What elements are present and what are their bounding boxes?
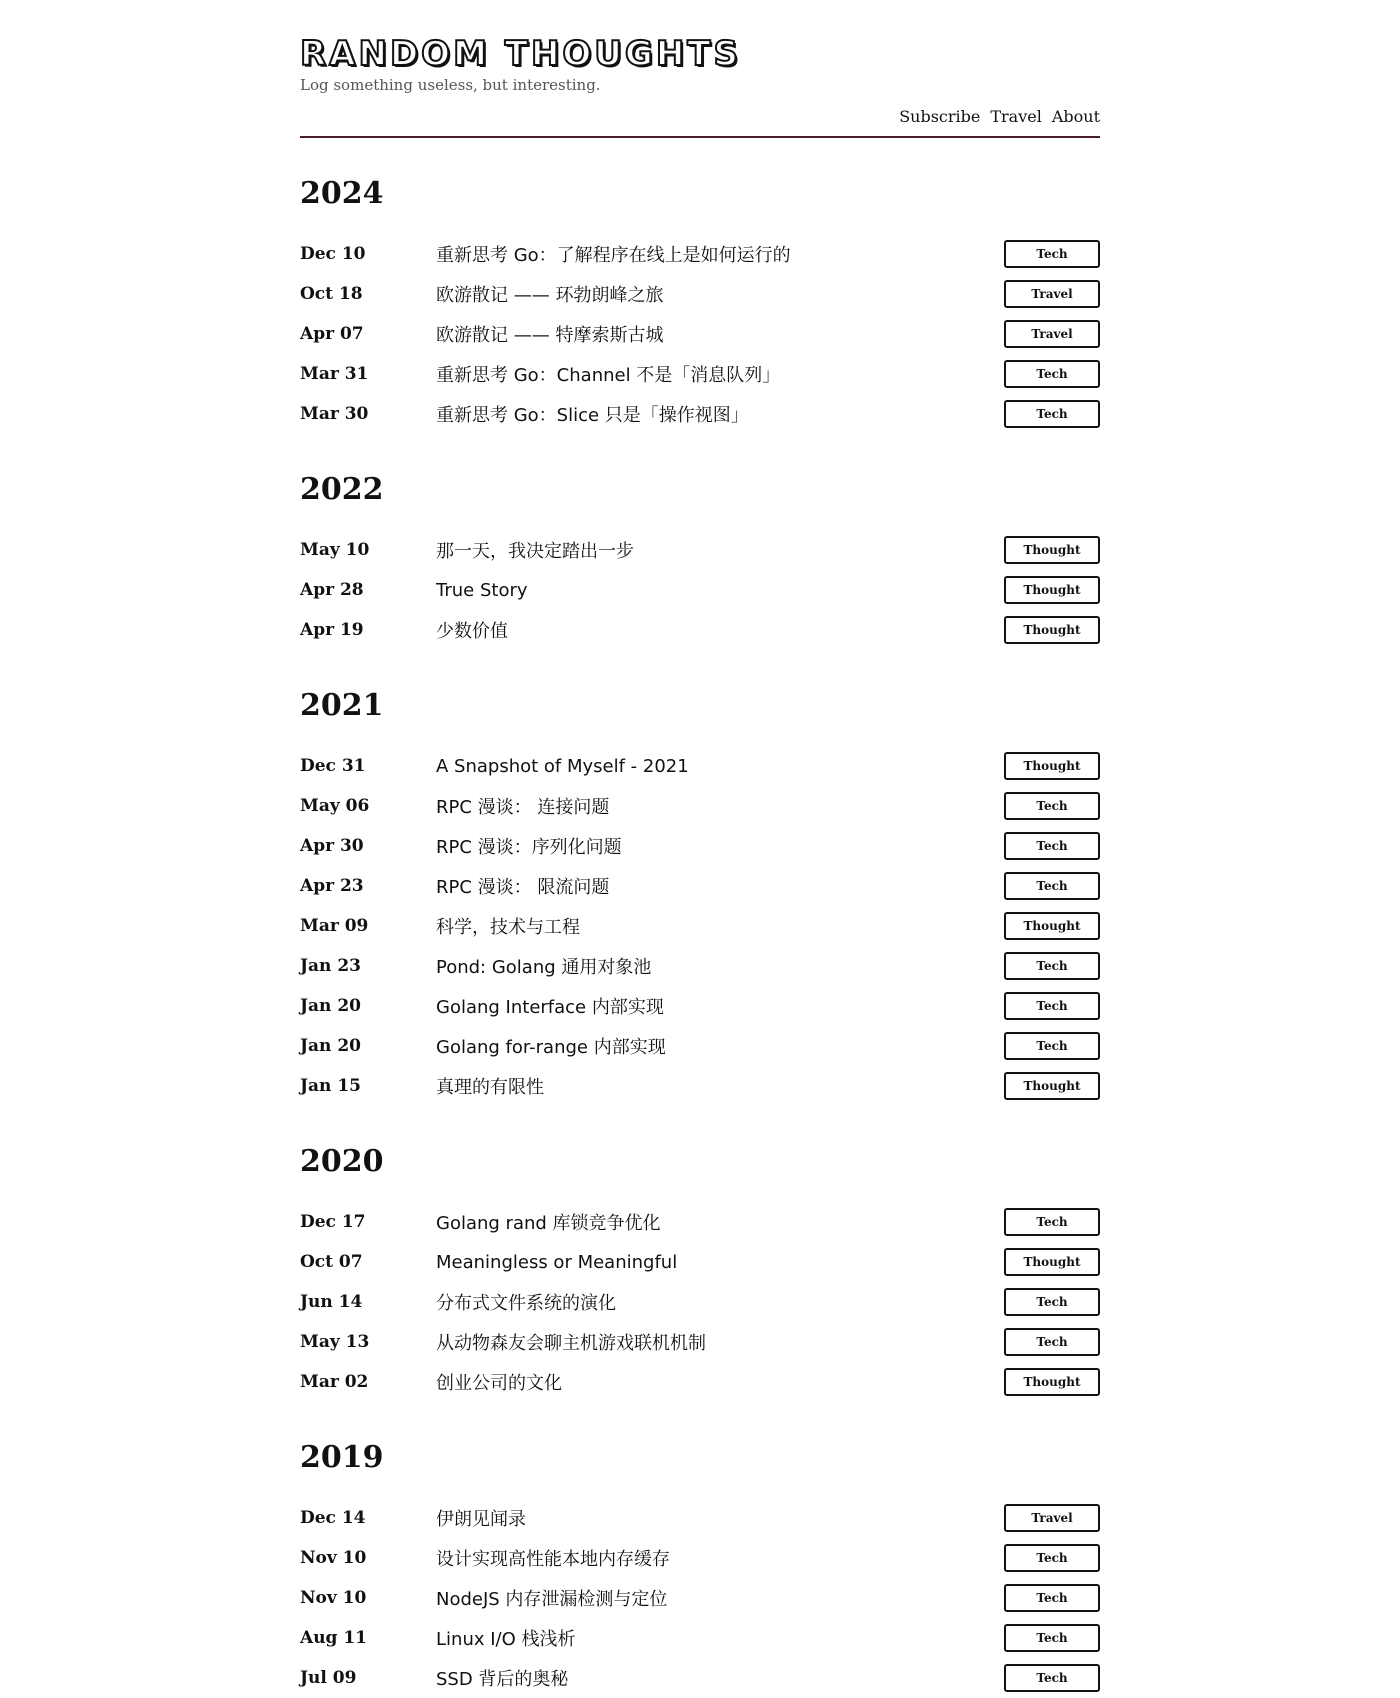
post-date: Jan 15 [300, 1076, 361, 1096]
post-tag-badge[interactable]: Tech [1004, 1584, 1100, 1612]
post-tag-badge[interactable]: Tech [1004, 240, 1100, 268]
post-tag-badge[interactable]: Tech [1004, 1208, 1100, 1236]
post-title-link[interactable]: 分布式文件系统的演化 [436, 1293, 616, 1314]
post-row [300, 234, 1100, 274]
top-nav [899, 107, 1100, 126]
post-tag-badge[interactable]: Tech [1004, 952, 1100, 980]
post-title-link[interactable]: 欧游散记 —— 环勃朗峰之旅 [436, 285, 664, 306]
post-row [300, 1658, 1100, 1698]
post-date: Jan 20 [300, 996, 361, 1016]
post-date: Mar 02 [300, 1372, 369, 1392]
post-title-link[interactable]: Golang for-range 内部实现 [436, 1037, 666, 1058]
post-row [300, 1538, 1100, 1578]
post-row [300, 1362, 1100, 1402]
post-row [300, 746, 1100, 786]
post-tag-badge[interactable]: Tech [1004, 400, 1100, 428]
post-tag-badge[interactable]: Thought [1004, 1072, 1100, 1100]
post-tag-badge[interactable]: Tech [1004, 360, 1100, 388]
post-date: Jun 14 [300, 1292, 363, 1312]
post-row [300, 826, 1100, 866]
post-tag-badge[interactable]: Tech [1004, 1624, 1100, 1652]
year-section [300, 472, 1100, 650]
post-tag-badge[interactable]: Thought [1004, 616, 1100, 644]
post-date: Nov 10 [300, 1588, 367, 1608]
post-title-link[interactable]: True Story [436, 579, 528, 601]
nav-link-about[interactable]: About [1051, 107, 1100, 126]
post-row [300, 786, 1100, 826]
year-section [300, 1440, 1100, 1698]
post-title-link[interactable]: Golang Interface 内部实现 [436, 997, 664, 1018]
post-row [300, 1618, 1100, 1658]
post-tag-badge[interactable]: Thought [1004, 576, 1100, 604]
post-title-link[interactable]: Golang rand 库锁竞争优化 [436, 1213, 661, 1234]
post-row [300, 906, 1100, 946]
post-tag-badge[interactable]: Tech [1004, 1328, 1100, 1356]
post-title-link[interactable]: 真理的有限性 [436, 1077, 544, 1098]
post-title-link[interactable]: Meaningless or Meaningful [436, 1251, 678, 1273]
post-tag-badge[interactable]: Tech [1004, 832, 1100, 860]
post-title-link[interactable]: 伊朗见闻录 [436, 1509, 526, 1530]
year-heading: 2024 [300, 176, 384, 211]
post-date: Oct 18 [300, 284, 363, 304]
post-title-link[interactable]: 重新思考 Go：Channel 不是「消息队列」 [436, 365, 781, 386]
post-tag-badge[interactable]: Tech [1004, 872, 1100, 900]
post-date: Nov 10 [300, 1548, 367, 1568]
post-row [300, 1578, 1100, 1618]
year-heading: 2021 [300, 688, 384, 723]
post-date: Apr 07 [300, 324, 364, 344]
post-title-link[interactable]: Linux I/O 栈浅析 [436, 1629, 576, 1650]
post-date: May 06 [300, 796, 370, 816]
year-section [300, 176, 1100, 434]
post-date: Apr 19 [300, 620, 364, 640]
post-row [300, 946, 1100, 986]
post-title-link[interactable]: 少数价值 [436, 621, 508, 642]
post-row [300, 354, 1100, 394]
post-date: Mar 09 [300, 916, 369, 936]
post-title-link[interactable]: 从动物森友会聊主机游戏联机机制 [436, 1333, 706, 1354]
post-date: Dec 10 [300, 244, 366, 264]
year-heading: 2022 [300, 472, 384, 507]
post-title-link[interactable]: RPC 漫谈：序列化问题 [436, 837, 622, 858]
post-tag-badge[interactable]: Thought [1004, 536, 1100, 564]
post-title-link[interactable]: 欧游散记 —— 特摩索斯古城 [436, 325, 664, 346]
post-row [300, 570, 1100, 610]
post-date: Apr 30 [300, 836, 364, 856]
post-tag-badge[interactable]: Tech [1004, 1544, 1100, 1572]
post-title-link[interactable]: RPC 漫谈： 限流问题 [436, 877, 610, 898]
post-row [300, 314, 1100, 354]
post-row [300, 1498, 1100, 1538]
post-tag-badge[interactable]: Thought [1004, 752, 1100, 780]
post-title-link[interactable]: NodeJS 内存泄漏检测与定位 [436, 1589, 668, 1610]
post-tag-badge[interactable]: Thought [1004, 1368, 1100, 1396]
post-row [300, 1242, 1100, 1282]
year-heading: 2019 [300, 1440, 384, 1475]
post-date: Dec 14 [300, 1508, 366, 1528]
post-date: Apr 28 [300, 580, 364, 600]
post-title-link[interactable]: 那一天，我决定踏出一步 [436, 541, 634, 562]
post-title-link[interactable]: 重新思考 Go：了解程序在线上是如何运行的 [436, 245, 791, 266]
post-tag-badge[interactable]: Tech [1004, 1288, 1100, 1316]
post-date: Mar 30 [300, 404, 369, 424]
post-title-link[interactable]: 设计实现高性能本地内存缓存 [436, 1549, 670, 1570]
post-row [300, 1026, 1100, 1066]
post-date: Apr 23 [300, 876, 364, 896]
post-date: May 10 [300, 540, 370, 560]
post-tag-badge[interactable]: Tech [1004, 792, 1100, 820]
post-row [300, 866, 1100, 906]
year-heading: 2020 [300, 1144, 384, 1179]
post-row [300, 394, 1100, 434]
post-date: Dec 31 [300, 756, 366, 776]
post-title-link[interactable]: 科学，技术与工程 [436, 917, 580, 938]
post-row [300, 610, 1100, 650]
post-date: Dec 17 [300, 1212, 366, 1232]
post-title-link[interactable]: 重新思考 Go：Slice 只是「操作视图」 [436, 405, 749, 426]
post-date: Jul 09 [300, 1668, 357, 1688]
post-tag-badge[interactable]: Tech [1004, 1664, 1100, 1692]
post-row [300, 1322, 1100, 1362]
post-title-link[interactable]: 创业公司的文化 [436, 1373, 562, 1394]
post-date: Aug 11 [300, 1628, 368, 1648]
post-title-link[interactable]: RPC 漫谈： 连接问题 [436, 797, 610, 818]
site-title[interactable]: RANDOM THOUGHTS [300, 34, 741, 74]
post-tag-badge[interactable]: Tech [1004, 992, 1100, 1020]
post-tag-badge[interactable]: Thought [1004, 912, 1100, 940]
post-row [300, 1282, 1100, 1322]
post-row [300, 1202, 1100, 1242]
post-row [300, 986, 1100, 1026]
post-tag-badge[interactable]: Tech [1004, 1032, 1100, 1060]
post-row [300, 274, 1100, 314]
post-date: Jan 23 [300, 956, 361, 976]
nav-link-subscribe[interactable]: Subscribe [899, 107, 981, 126]
year-section [300, 1144, 1100, 1402]
post-tag-badge[interactable]: Thought [1004, 1248, 1100, 1276]
post-title-link[interactable]: Pond: Golang 通用对象池 [436, 957, 652, 978]
year-section [300, 688, 1100, 1106]
post-tag-badge[interactable]: Travel [1004, 320, 1100, 348]
post-tag-badge[interactable]: Travel [1004, 1504, 1100, 1532]
nav-link-travel[interactable]: Travel [990, 107, 1042, 126]
post-archive [300, 138, 1100, 1698]
post-date: Jan 20 [300, 1036, 361, 1056]
site-tagline: Log something useless, but interesting. [300, 76, 601, 94]
post-tag-badge[interactable]: Travel [1004, 280, 1100, 308]
post-date: Oct 07 [300, 1252, 363, 1272]
post-title-link[interactable]: A Snapshot of Myself - 2021 [436, 755, 689, 777]
post-row [300, 530, 1100, 570]
post-title-link[interactable]: SSD 背后的奥秘 [436, 1669, 569, 1690]
post-date: Mar 31 [300, 364, 369, 384]
post-row [300, 1066, 1100, 1106]
post-date: May 13 [300, 1332, 370, 1352]
